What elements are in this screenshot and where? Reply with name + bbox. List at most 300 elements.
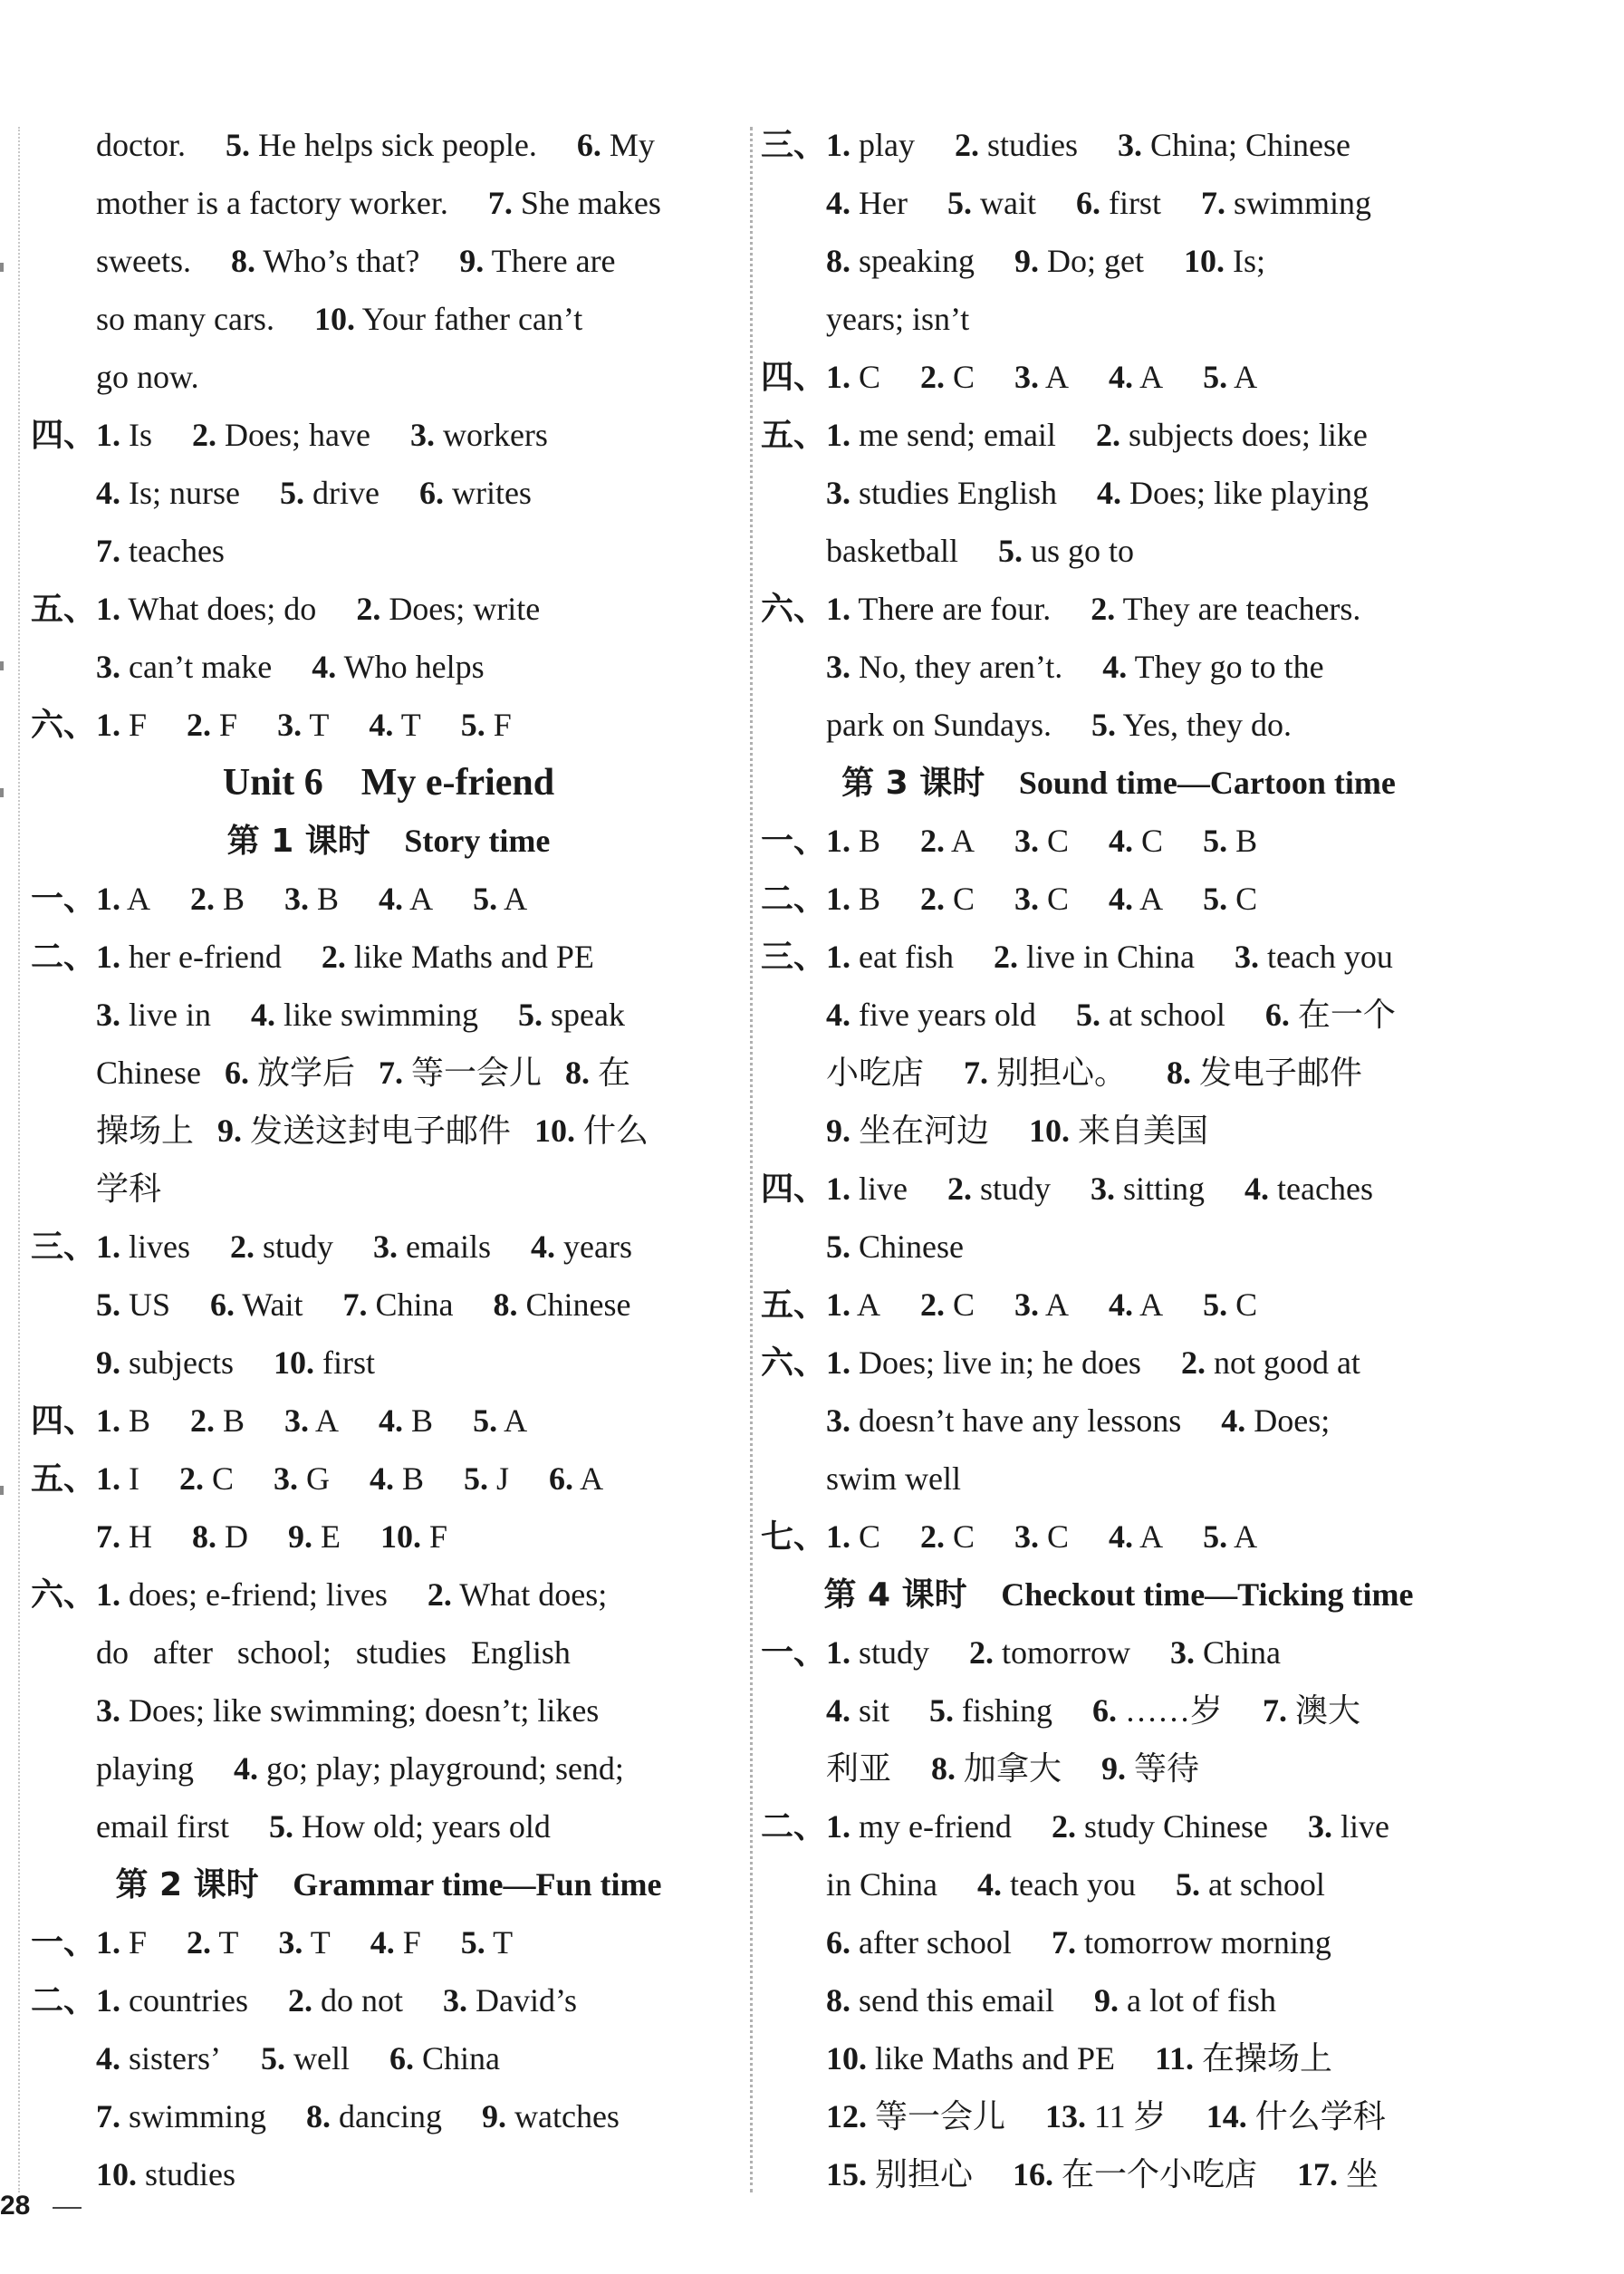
item-number: 5.: [1091, 707, 1116, 743]
item-number: 3.: [1014, 823, 1040, 859]
answer-text: 坐: [1346, 2156, 1379, 2192]
item-number: 4.: [96, 2040, 120, 2076]
answer-line: [761, 1450, 1476, 1508]
answer-text: Is;: [1232, 243, 1265, 279]
item-number: 1.: [96, 939, 120, 975]
answer-text: years; isn’t: [826, 301, 970, 337]
item-number: 1.: [96, 1460, 120, 1497]
answer-text: B: [317, 881, 340, 917]
answer-text: Who’s that?: [263, 243, 420, 279]
answer-text: go now.: [96, 359, 199, 395]
answer-text: so many cars.: [96, 301, 274, 337]
answer-text: A: [1139, 359, 1164, 395]
answer-text: send this email: [859, 1982, 1054, 2019]
answer-text: C: [953, 1286, 975, 1323]
answer-line: [761, 1102, 1476, 1160]
answer-text: does; e-friend; lives: [129, 1576, 388, 1613]
item-number: 7.: [96, 2098, 120, 2134]
answer-text: Your father can’t: [361, 301, 583, 337]
item-number: 11.: [1154, 2040, 1194, 2076]
answer-text: not good at: [1213, 1344, 1360, 1381]
answer-text: T: [310, 1924, 331, 1961]
answer-text: well: [293, 2040, 350, 2076]
item-number: 12.: [826, 2098, 867, 2134]
answer-text: A: [1234, 359, 1258, 395]
item-number: 8.: [826, 243, 850, 279]
answer-line: [31, 116, 746, 174]
answer-line: [31, 290, 746, 348]
answer-text: A: [1139, 1518, 1164, 1555]
item-number: 4.: [1097, 475, 1122, 511]
answer-text: A: [1139, 881, 1164, 917]
answer-text: A: [315, 1402, 340, 1439]
answer-text: C: [1047, 823, 1070, 859]
answer-text: H: [129, 1518, 152, 1555]
item-number: 10.: [1029, 1113, 1071, 1149]
answer-text: They go to the: [1134, 649, 1324, 685]
item-number: 8.: [230, 243, 255, 279]
item-number: 8.: [1167, 1055, 1192, 1091]
answer-text: doctor.: [96, 127, 186, 163]
answer-line: [761, 1392, 1476, 1450]
answer-line: [31, 232, 746, 290]
item-number: 3.: [1118, 127, 1142, 163]
answer-text: in China: [826, 1866, 937, 1903]
item-number: 1.: [96, 1576, 120, 1613]
item-number: 8.: [826, 1982, 850, 2019]
section-mark: 二、: [761, 881, 827, 917]
item-number: 2.: [1091, 591, 1116, 627]
item-number: 10.: [313, 301, 355, 337]
section-mark: 四、: [761, 359, 827, 395]
answer-text: 发送这封电子邮件: [250, 1113, 512, 1149]
item-number: 3.: [96, 649, 120, 685]
answer-text: T: [493, 1924, 514, 1961]
item-number: 4.: [826, 185, 850, 221]
item-number: 4.: [312, 649, 337, 685]
item-number: 4.: [826, 997, 850, 1033]
item-number: 5.: [947, 185, 972, 221]
answer-text: do after school; studies English: [96, 1634, 571, 1671]
answer-text: email first: [96, 1808, 229, 1845]
item-number: 2.: [230, 1229, 255, 1265]
item-number: 5.: [997, 533, 1023, 569]
answer-text: Does; have: [225, 417, 370, 453]
answer-text: 别担心: [875, 2156, 974, 2192]
item-number: 1.: [96, 1982, 120, 2019]
item-number: 1.: [826, 591, 850, 627]
item-number: 2.: [920, 1286, 946, 1323]
answer-text: park on Sundays.: [826, 707, 1052, 743]
item-number: 2.: [920, 1518, 946, 1555]
item-number: 2.: [920, 359, 946, 395]
item-number: 2.: [187, 707, 212, 743]
item-number: 2.: [1180, 1344, 1206, 1381]
item-number: 8.: [306, 2098, 332, 2134]
answer-text: Her: [859, 185, 908, 221]
item-number: 5.: [460, 707, 485, 743]
answer-text: A: [1045, 359, 1070, 395]
section-two: [31, 928, 746, 986]
answer-text: first: [322, 1344, 375, 1381]
answer-text: subjects does; like: [1128, 417, 1368, 453]
item-number: 2.: [427, 1576, 452, 1613]
section-six: [761, 1334, 1476, 1392]
answer-text: teach you: [1266, 939, 1393, 975]
answer-text: Is; nurse: [129, 475, 240, 511]
answer-line: [761, 232, 1476, 290]
answer-text: C: [953, 881, 975, 917]
item-number: 3.: [277, 707, 303, 743]
answer-text: B: [1235, 823, 1258, 859]
section-mark: 四、: [761, 1171, 827, 1207]
item-number: 2.: [1095, 417, 1120, 453]
section-mark: 五、: [761, 417, 827, 453]
lesson-title: [31, 1855, 746, 1913]
answer-line: [761, 522, 1476, 580]
answer-text: doesn’t have any lessons: [859, 1402, 1182, 1439]
section-four: [31, 406, 746, 464]
answer-text: 什么学科: [1254, 2098, 1386, 2134]
answer-text: 操场上: [96, 1113, 195, 1149]
item-number: 9.: [826, 1113, 850, 1149]
section-five: [31, 1450, 746, 1508]
item-number: 1.: [96, 1229, 120, 1265]
answer-text: No, they aren’t.: [859, 649, 1063, 685]
edge-mark: [0, 661, 4, 670]
answer-text: C: [1235, 1286, 1258, 1323]
answer-line: [31, 348, 746, 406]
answer-text: studies: [986, 127, 1078, 163]
answer-text: B: [223, 1402, 245, 1439]
answer-text: 11 岁: [1094, 2098, 1167, 2134]
answer-text: China: [1203, 1634, 1281, 1671]
item-number: 9.: [459, 243, 485, 279]
item-number: 2.: [321, 939, 346, 975]
answer-text: B: [411, 1402, 434, 1439]
answer-text: dancing: [339, 2098, 442, 2134]
section-six: [761, 580, 1476, 638]
item-number: 4.: [977, 1866, 1002, 1903]
section-five: [761, 1276, 1476, 1334]
answer-text: 在一个小吃店: [1062, 2156, 1258, 2192]
answer-text: G: [306, 1460, 331, 1497]
item-number: 2.: [179, 1460, 204, 1497]
item-number: 5.: [1203, 881, 1228, 917]
answer-text: C: [1235, 881, 1258, 917]
item-number: 5.: [279, 475, 304, 511]
answer-text: study: [979, 1171, 1051, 1207]
section-mark: 三、: [31, 1229, 97, 1265]
answer-text: study: [263, 1229, 334, 1265]
edge-mark: [0, 788, 4, 797]
item-number: 3.: [409, 417, 435, 453]
item-number: 8.: [931, 1750, 956, 1787]
answer-text: I: [129, 1460, 139, 1497]
item-number: 5.: [1175, 1866, 1200, 1903]
item-number: 4.: [96, 475, 120, 511]
answer-text: 加拿大: [964, 1750, 1062, 1787]
answer-text: Who helps: [343, 649, 485, 685]
section-five: [31, 580, 746, 638]
answer-text: fishing: [962, 1692, 1053, 1729]
lesson-name: Story time: [404, 823, 551, 859]
answer-line: [31, 1624, 746, 1681]
item-number: 5.: [473, 1402, 498, 1439]
answer-text: go; play; playground; send;: [265, 1750, 624, 1787]
edge-mark: [0, 1486, 4, 1495]
left-column: [31, 116, 746, 2203]
item-number: 4.: [826, 1692, 850, 1729]
unit-title: Unit 6 My e-friend: [222, 762, 555, 804]
answer-text: 发电子邮件: [1199, 1055, 1363, 1091]
item-number: 5.: [1203, 1518, 1228, 1555]
answer-text: like swimming: [283, 997, 478, 1033]
answer-line: [761, 1681, 1476, 1739]
answer-text: E: [321, 1518, 341, 1555]
right-column: [761, 116, 1476, 2203]
item-number: 15.: [826, 2156, 867, 2192]
item-number: 6.: [826, 1924, 850, 1961]
answer-text: China: [421, 2040, 500, 2076]
answer-line: [761, 1044, 1476, 1102]
answer-text: C: [859, 1518, 881, 1555]
binding-margin-line: [18, 127, 20, 2192]
item-number: 2.: [920, 881, 946, 917]
item-number: 4.: [1109, 823, 1134, 859]
answer-line: [31, 1044, 746, 1102]
answer-text: tomorrow: [1002, 1634, 1130, 1671]
answer-text: C: [953, 359, 975, 395]
item-number: 3.: [1307, 1808, 1332, 1845]
answer-text: eat fish: [859, 939, 954, 975]
item-number: 3.: [278, 1924, 303, 1961]
answer-text: can’t make: [129, 649, 273, 685]
item-number: 4.: [1109, 881, 1134, 917]
page-number-dash: [53, 2207, 82, 2209]
item-number: 5.: [460, 1924, 485, 1961]
answer-text: C: [1047, 881, 1070, 917]
answer-text: live: [859, 1171, 908, 1207]
answer-text: D: [225, 1518, 248, 1555]
answer-text: How old; years old: [301, 1808, 551, 1845]
answer-line: [761, 2145, 1476, 2203]
item-number: 2.: [187, 1924, 212, 1961]
item-number: 6.: [224, 1055, 249, 1091]
item-number: 4.: [250, 997, 275, 1033]
answer-text: China; Chinese: [1150, 127, 1350, 163]
answer-text: countries: [129, 1982, 248, 2019]
item-number: 7.: [379, 1055, 403, 1091]
answer-text: live: [1340, 1808, 1389, 1845]
answer-line: [761, 1913, 1476, 1971]
answer-text: emails: [406, 1229, 491, 1265]
item-number: 14.: [1206, 2098, 1247, 2134]
answer-text: me send; email: [859, 417, 1056, 453]
item-number: 2.: [954, 127, 979, 163]
item-number: 4.: [1244, 1171, 1270, 1207]
answer-text: 在操场上: [1202, 2040, 1333, 2076]
answer-line: [31, 1797, 746, 1855]
answer-text: They are teachers.: [1122, 591, 1361, 627]
item-number: 3.: [1014, 359, 1040, 395]
item-number: 4.: [1109, 359, 1134, 395]
item-number: 3.: [826, 1402, 850, 1439]
answer-text: wait: [979, 185, 1036, 221]
answer-text: 等一会儿: [411, 1055, 543, 1091]
lesson-title: [761, 1566, 1476, 1624]
item-number: 7.: [342, 1286, 368, 1323]
answer-text: sisters’: [129, 2040, 221, 2076]
answer-text: 别担心。: [996, 1055, 1128, 1091]
answer-text: tomorrow morning: [1083, 1924, 1331, 1961]
answer-text: after school: [859, 1924, 1012, 1961]
item-number: 1.: [826, 127, 850, 163]
answer-text: five years old: [859, 997, 1036, 1033]
answer-line: [761, 1971, 1476, 2029]
lesson-name: Sound time—Cartoon time: [1018, 765, 1396, 801]
section-mark: 一、: [761, 1634, 827, 1671]
answer-line: [761, 464, 1476, 522]
item-number: 1.: [826, 823, 850, 859]
item-number: 1.: [96, 707, 120, 743]
answer-text: workers: [442, 417, 548, 453]
answer-text: Yes, they do.: [1122, 707, 1292, 743]
item-number: 9.: [96, 1344, 120, 1381]
answer-text: 坐在河边: [859, 1113, 990, 1149]
answer-text: B: [223, 881, 245, 917]
item-number: 7.: [96, 533, 120, 569]
item-number: 3.: [274, 1460, 299, 1497]
item-number: 4.: [531, 1229, 555, 1265]
item-number: 1.: [826, 1518, 850, 1555]
section-four: [31, 1392, 746, 1450]
answer-text: 来自美国: [1078, 1113, 1209, 1149]
answer-line: [31, 1276, 746, 1334]
answer-text: her e-friend: [129, 939, 282, 975]
section-mark: 三、: [761, 939, 827, 975]
item-number: 1.: [96, 1402, 120, 1439]
answer-text: teaches: [1277, 1171, 1373, 1207]
item-number: 10.: [534, 1113, 576, 1149]
answer-text: speaking: [859, 243, 975, 279]
answer-line: [31, 1102, 746, 1160]
answer-text: A: [409, 881, 434, 917]
answer-text: Does; like playing: [1129, 475, 1369, 511]
item-number: 1.: [96, 1924, 120, 1961]
answer-text: T: [309, 707, 330, 743]
item-number: 17.: [1297, 2156, 1339, 2192]
answer-text: studies English: [859, 475, 1058, 511]
page-number: 28: [0, 2191, 31, 2221]
answer-text: mother is a factory worker.: [96, 185, 448, 221]
answer-text: 等待: [1134, 1750, 1200, 1787]
item-number: 5.: [464, 1460, 489, 1497]
item-number: 9.: [1101, 1750, 1127, 1787]
answer-text: years: [563, 1229, 632, 1265]
answer-text: China: [375, 1286, 454, 1323]
answer-text: A: [1045, 1286, 1070, 1323]
answer-line: [31, 2145, 746, 2203]
answer-text: lives: [129, 1229, 190, 1265]
answer-text: subjects: [129, 1344, 234, 1381]
section-two: [761, 1797, 1476, 1855]
item-number: 3.: [442, 1982, 467, 2019]
item-number: 8.: [192, 1518, 216, 1555]
item-number: 4.: [370, 1460, 395, 1497]
answer-text: my e-friend: [859, 1808, 1012, 1845]
answer-text: 学科: [96, 1171, 162, 1207]
item-number: 3.: [96, 997, 120, 1033]
answer-text: A: [504, 1402, 528, 1439]
answer-text: basketball: [826, 533, 958, 569]
item-number: 6.: [1075, 185, 1100, 221]
answer-text: B: [129, 1402, 151, 1439]
answer-text: There are four.: [858, 591, 1052, 627]
section-three: [31, 1218, 746, 1276]
answer-text: What does;: [459, 1576, 608, 1613]
section-three: [761, 928, 1476, 986]
answer-text: Chinese: [96, 1055, 201, 1091]
answer-text: She makes: [520, 185, 661, 221]
edge-mark: [0, 263, 4, 272]
answer-text: play: [859, 127, 915, 163]
item-number: 3.: [826, 475, 850, 511]
section-mark: 二、: [31, 939, 97, 975]
answer-text: writes: [451, 475, 532, 511]
section-mark: 七、: [761, 1518, 827, 1555]
answer-text: F: [129, 707, 148, 743]
answer-line: [761, 1218, 1476, 1276]
lesson-name: Grammar time—Fun time: [293, 1866, 662, 1903]
item-number: 10.: [273, 1344, 314, 1381]
item-number: 4.: [1102, 649, 1128, 685]
answer-text: F: [129, 1924, 148, 1961]
item-number: 3.: [373, 1229, 399, 1265]
answer-text: He helps sick people.: [257, 127, 537, 163]
answer-text: playing: [96, 1750, 194, 1787]
answer-text: first: [1108, 185, 1161, 221]
item-number: 5.: [261, 2040, 285, 2076]
section-one: [31, 1913, 746, 1971]
answer-text: David’s: [475, 1982, 577, 2019]
answer-text: like Maths and PE: [353, 939, 594, 975]
answer-text: A: [951, 823, 975, 859]
answer-text: Do; get: [1046, 243, 1144, 279]
item-number: 1.: [96, 591, 120, 627]
item-number: 1.: [826, 1171, 850, 1207]
section-mark: 六、: [31, 707, 97, 743]
answer-text: A: [127, 881, 151, 917]
item-number: 1.: [96, 417, 120, 453]
item-number: 2.: [993, 939, 1018, 975]
answer-text: T: [218, 1924, 239, 1961]
item-number: 4.: [1109, 1286, 1134, 1323]
item-number: 8.: [493, 1286, 518, 1323]
item-number: 6.: [549, 1460, 574, 1497]
item-number: 3.: [826, 649, 850, 685]
section-two: [761, 870, 1476, 928]
answer-text: A: [1234, 1518, 1258, 1555]
section-mark: 五、: [761, 1286, 827, 1323]
answer-text: swimming: [1233, 185, 1371, 221]
lesson-number: 第 2 课时: [115, 1866, 259, 1903]
answer-text: Does; write: [389, 591, 541, 627]
item-number: 2.: [192, 417, 216, 453]
item-number: 9.: [1014, 243, 1039, 279]
item-number: 5.: [1203, 823, 1228, 859]
item-number: 7.: [1263, 1692, 1288, 1729]
